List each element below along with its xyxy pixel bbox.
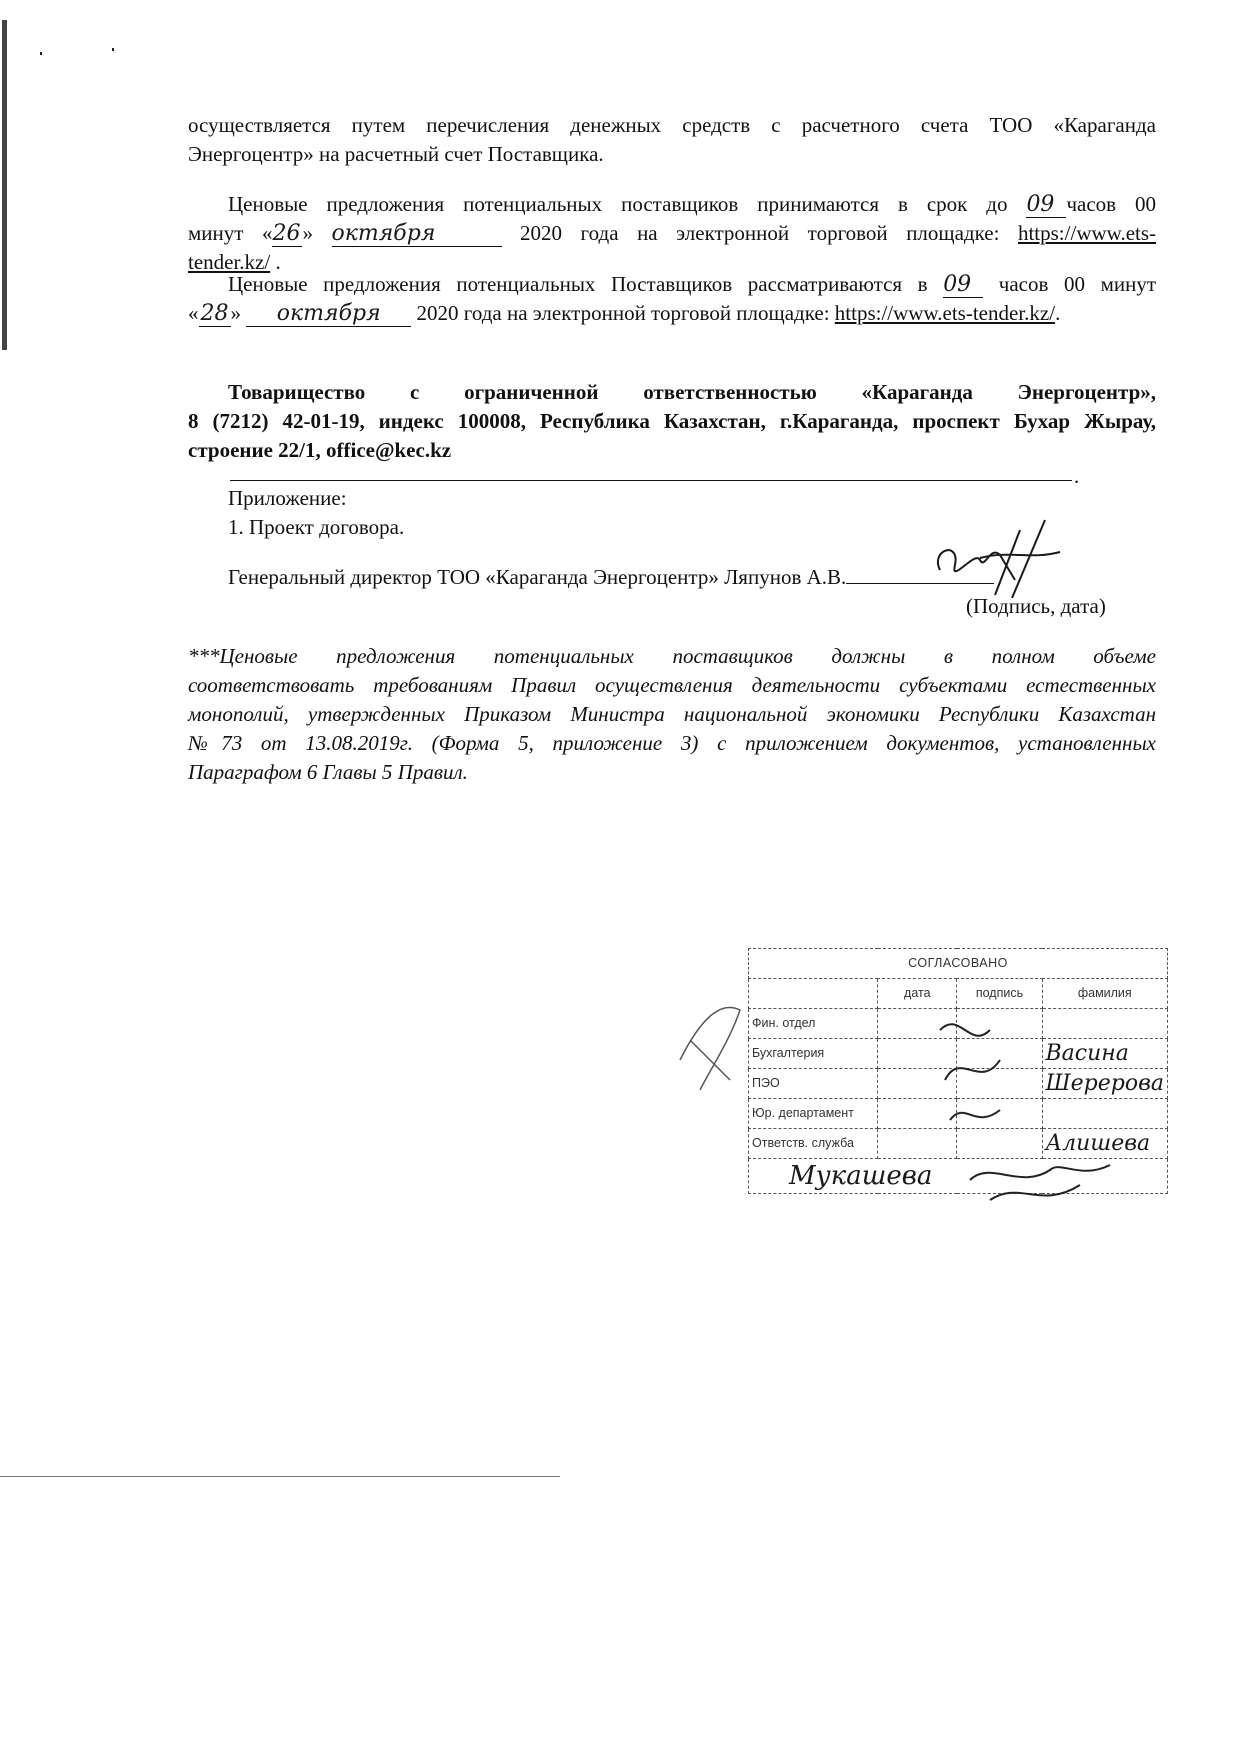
stamp-bottom-handwriting: Мукашева bbox=[749, 1159, 1168, 1194]
paragraph-line bbox=[188, 270, 1156, 299]
handwritten-day: 26 bbox=[272, 221, 301, 246]
scan-line bbox=[0, 1476, 560, 1477]
text: Ценовые предложения потенциальных поставщиков принимаются в срок до bbox=[228, 192, 1008, 216]
footnote-line: монополий, утвержденных Приказом Министра национальной экономики Республики Казахстан bbox=[188, 702, 1156, 726]
footnote-line: Параграфом 6 Главы 5 Правил. bbox=[188, 760, 468, 784]
director-title: Генеральный директор ТОО «Караганда Энергоцентр» Ляпунов А.В. bbox=[228, 565, 847, 589]
stamp-dept: Ответств. служба bbox=[749, 1129, 878, 1159]
text: Ценовые предложения потенциальных Поставщиков рассматриваются в bbox=[228, 272, 928, 296]
stamp-dept: Юр. департамент bbox=[749, 1099, 878, 1129]
text: » bbox=[230, 301, 241, 325]
paragraph-line bbox=[188, 190, 1156, 219]
company-underline-end: . bbox=[1074, 464, 1080, 488]
stamp-dept: Бухгалтерия bbox=[749, 1039, 878, 1069]
stamp-surname: Алишева bbox=[1042, 1129, 1167, 1159]
stamp-col-header: подпись bbox=[957, 979, 1042, 1009]
ets-tender-link[interactable]: https://www.ets- bbox=[1017, 221, 1157, 245]
footnote-line: №73 от 13.08.2019г. (Форма 5, приложение 3) с приложением документов, установленных bbox=[188, 731, 1156, 755]
footnote bbox=[188, 642, 1156, 787]
text: часов 00 bbox=[1066, 192, 1157, 216]
paragraph-line: осуществляется путем перечисления денежных средств с расчетного счета ТОО «Караганда bbox=[188, 113, 1156, 137]
text: минут « bbox=[188, 221, 273, 245]
text: . bbox=[1055, 301, 1061, 325]
paragraph-payment bbox=[188, 111, 1156, 169]
paragraph-line bbox=[188, 299, 1156, 328]
text: « bbox=[188, 301, 199, 325]
stamp-surname: Шерерова bbox=[1042, 1069, 1167, 1099]
handwritten-day: 28 bbox=[200, 301, 229, 326]
text: часов 00 минут bbox=[998, 272, 1157, 296]
stamp-surname: Васина bbox=[1042, 1039, 1167, 1069]
footnote-line: ***Ценовые предложения потенциальных поставщиков должны в полном объеме bbox=[188, 644, 1156, 668]
handwritten-hour: 09 bbox=[1026, 193, 1066, 218]
appendix-item: 1. Проект договора. bbox=[228, 515, 405, 539]
text: » bbox=[302, 221, 313, 245]
stamp-title: СОГЛАСОВАНО bbox=[749, 949, 1168, 979]
paragraph-line bbox=[188, 219, 1156, 248]
handwritten-month: октября bbox=[332, 222, 502, 247]
scan-edge-mark bbox=[2, 20, 7, 350]
stamp-dept: ПЭО bbox=[749, 1069, 878, 1099]
paragraph-line: Энергоцентр» на расчетный счет Поставщика. bbox=[188, 142, 604, 166]
scan-dot bbox=[40, 52, 42, 55]
text: . bbox=[270, 250, 281, 274]
scan-dot bbox=[112, 48, 114, 51]
footnote-line: соответствовать требованиям Правил осуществления деятельности субъектами естественных bbox=[188, 673, 1156, 697]
company-underline bbox=[230, 480, 1072, 481]
ets-tender-link[interactable]: https://www.ets-tender.kz/ bbox=[834, 301, 1056, 325]
company-details bbox=[188, 378, 1156, 465]
stamp-col-header: фамилия bbox=[1042, 979, 1167, 1009]
company-line: строение 22/1, office@kec.kz bbox=[188, 438, 452, 462]
appendix bbox=[228, 484, 404, 542]
text: 2020 года на электронной торговой площадке: bbox=[416, 301, 830, 325]
company-line: Товарищество с ограниченной ответственностью «Караганда Энергоцентр», bbox=[228, 380, 1156, 404]
director-line bbox=[228, 563, 994, 592]
stamp-dept: Фин. отдел bbox=[749, 1009, 878, 1039]
handwritten-hour: 09 bbox=[943, 273, 983, 298]
signature-caption: (Подпись, дата) bbox=[966, 594, 1106, 618]
company-line: 8 (7212) 42-01-19, индекс 100008, Республика Казахстан, г.Караганда, проспект Бухар Жырау, bbox=[188, 409, 1156, 433]
text: 2020 года на электронной торговой площадке: bbox=[520, 221, 1000, 245]
ets-tender-link[interactable]: tender.kz/ bbox=[188, 250, 271, 274]
paragraph-review-date bbox=[188, 270, 1156, 328]
stamp-col-header: дата bbox=[878, 979, 957, 1009]
paragraph-submission-deadline bbox=[188, 190, 1156, 277]
stamp-signatures bbox=[660, 980, 1180, 1240]
director-signature bbox=[920, 510, 1080, 600]
handwritten-month: октября bbox=[246, 302, 411, 327]
appendix-title: Приложение: bbox=[228, 486, 347, 510]
